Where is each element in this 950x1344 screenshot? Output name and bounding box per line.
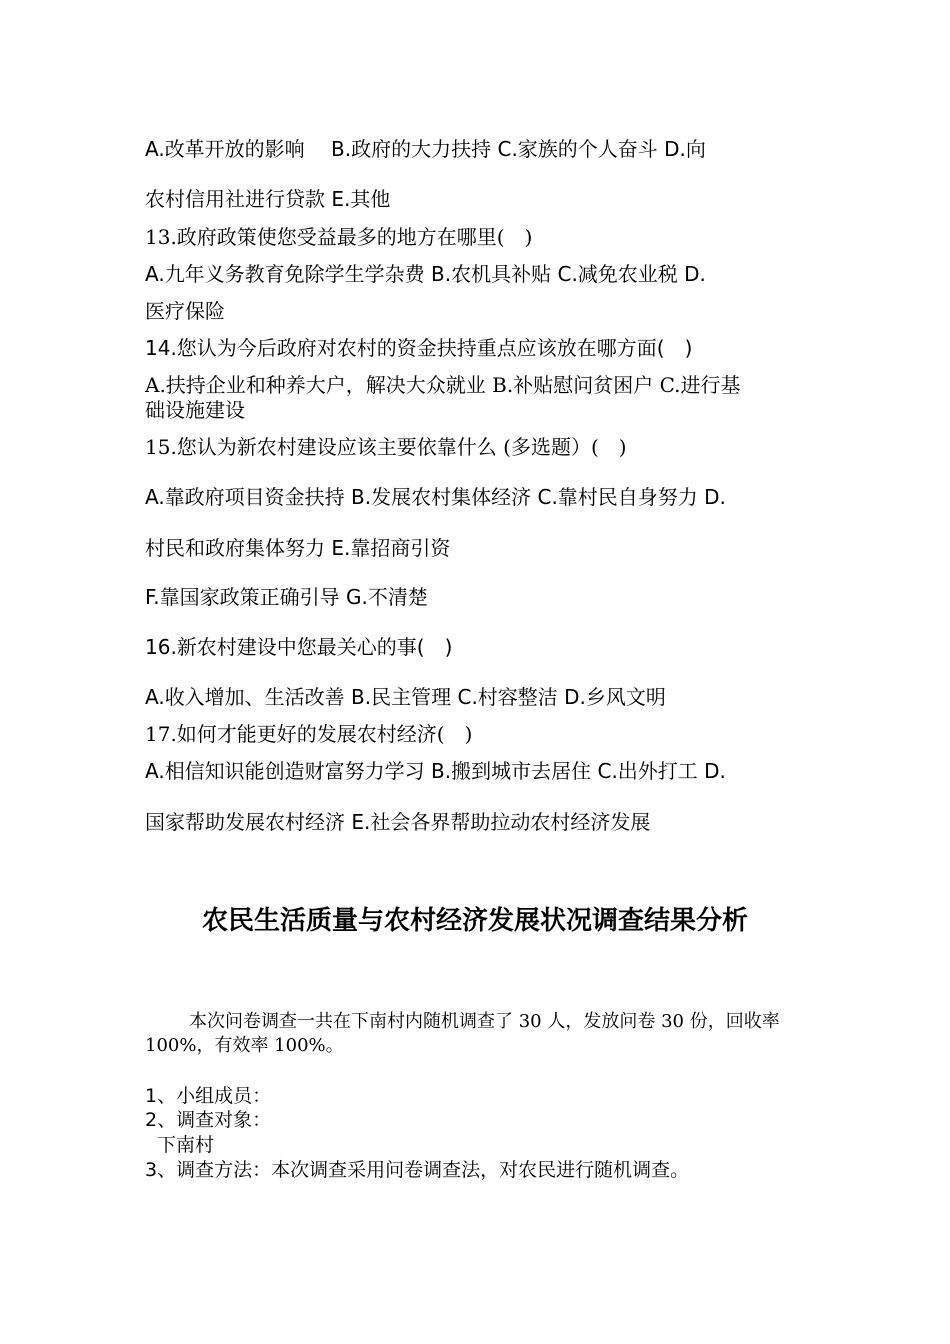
q17-question: 17.如何才能更好的发展农村经济( ) (145, 722, 473, 746)
q15-options-line2: 村民和政府集体努力 E.靠招商引资 (145, 536, 451, 560)
report-item-method (145, 1158, 689, 1182)
report-item-members: 1、小组成员： (145, 1085, 272, 1107)
report-target-value: 下南村 (157, 1134, 215, 1156)
method-text: 本次调查采用问卷调查法，对农民进行随机调查。 (271, 1159, 690, 1181)
q17-options-line2: 国家帮助发展农村经济 E.社会各界帮助拉动农村经济发展 (145, 810, 651, 834)
q14-options-line1: A.扶持企业和种养大户，解决大众就业 B.补贴慰问贫困户 C.进行基 (145, 373, 741, 397)
q16-options-line1: A.收入增加、生活改善 B.民主管理 C.村容整洁 D.乡风文明 (145, 685, 666, 709)
report-intro: 本次问卷调查一共在下南村内随机调查了 30 人，发放问卷 30 份，回收率 100%，有效率 100%。 (145, 1011, 780, 1056)
q12-options-line1: A.改革开放的影响 B.政府的大力扶持 C.家族的个人奋斗 D.向 (145, 137, 706, 161)
report-item-target: 2、调查对象： (145, 1109, 272, 1131)
method-label: 3、调查方法： (145, 1159, 272, 1181)
q12-options-line2: 农村信用社进行贷款 E.其他 (145, 187, 391, 211)
q15-options-line1: A.靠政府项目资金扶持 B.发展农村集体经济 C.靠村民自身努力 D. (145, 485, 726, 509)
q14-question: 14.您认为今后政府对农村的资金扶持重点应该放在哪方面( ) (145, 336, 693, 360)
q13-options-line1: A.九年义务教育免除学生学杂费 B.农机具补贴 C.减免农业税 D. (145, 262, 706, 286)
q13-question: 13.政府政策使您受益最多的地方在哪里( ) (145, 225, 533, 249)
q14-options-line2: 础设施建设 (145, 398, 245, 422)
q15-question: 15.您认为新农村建设应该主要依靠什么 (多选题）( ) (145, 435, 627, 459)
q15-options-line3: F.靠国家政策正确引导 G.不清楚 (145, 585, 428, 609)
q13-options-line2: 医疗保险 (145, 299, 225, 323)
q17-options-line1: A.相信知识能创造财富努力学习 B.搬到城市去居住 C.出外打工 D. (145, 759, 726, 783)
q16-question: 16.新农村建设中您最关心的事( ) (145, 635, 453, 659)
report-title: 农民生活质量与农村经济发展状况调查结果分析 (201, 906, 748, 936)
